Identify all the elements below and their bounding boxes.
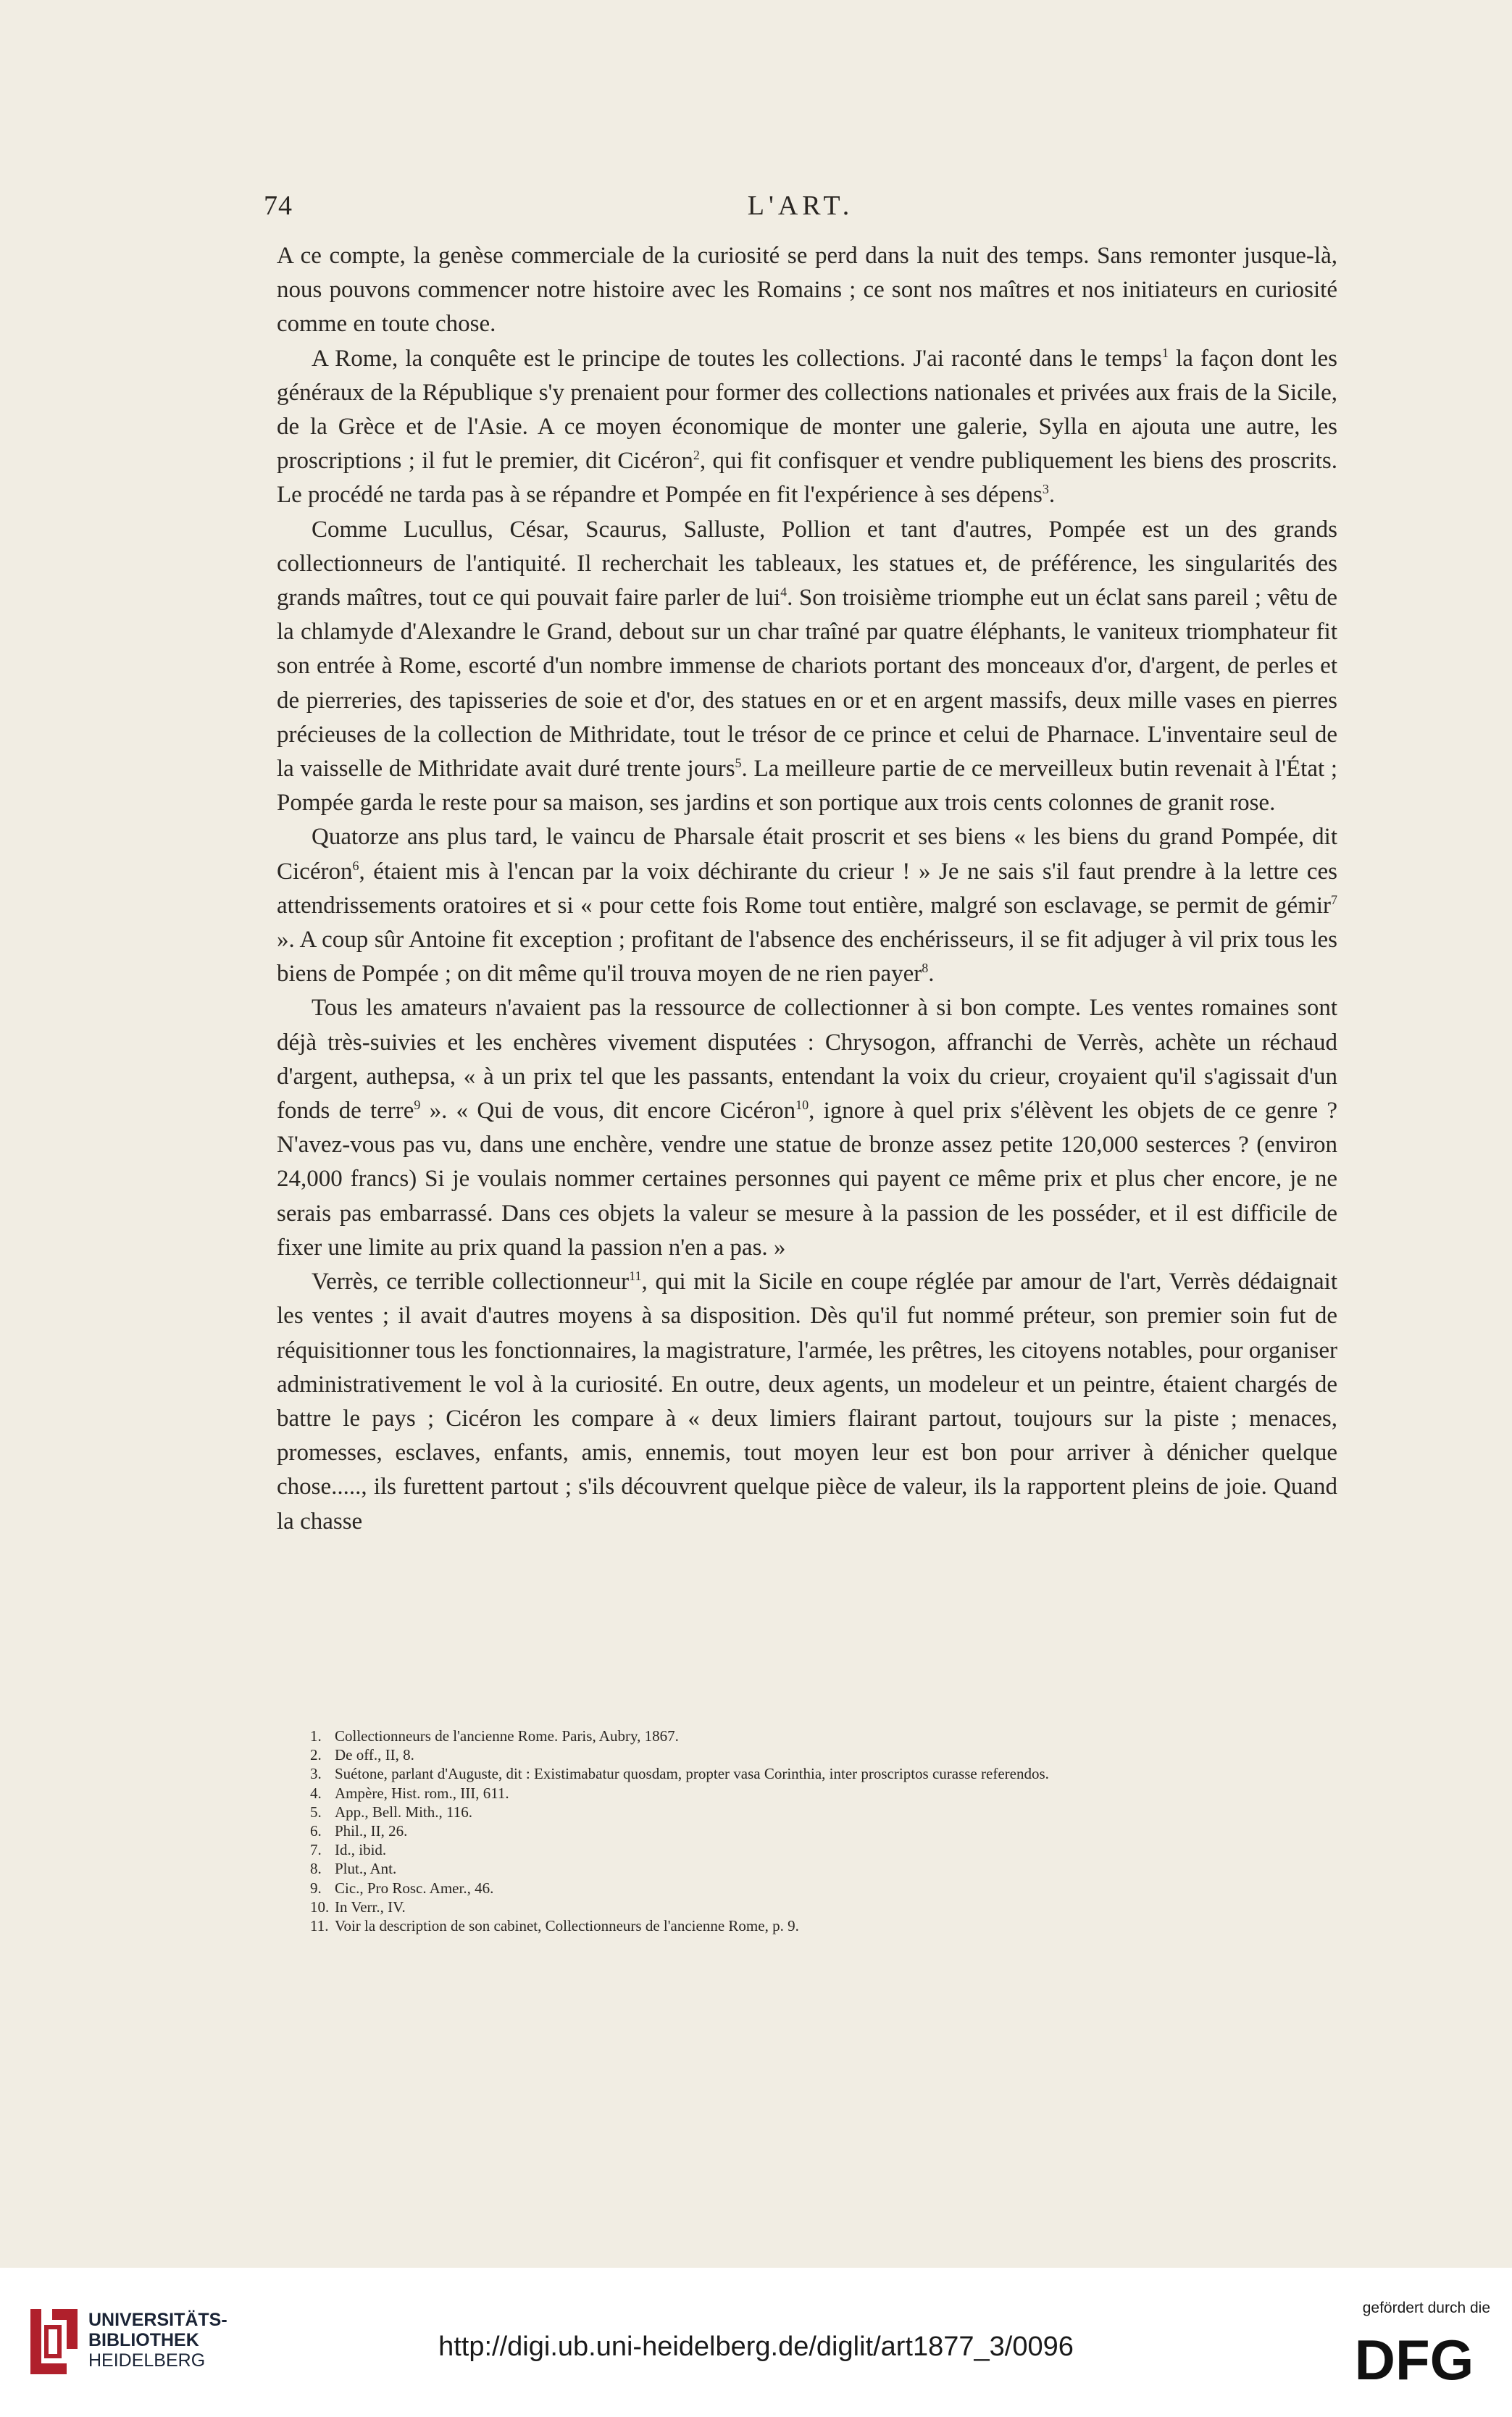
paragraph-text: ». « Qui de vous, dit encore Cicéron — [420, 1098, 796, 1124]
page-number: 74 — [264, 191, 293, 221]
footnote-number: 7. — [310, 1841, 322, 1859]
paragraph — [277, 991, 1337, 1265]
paragraph-text: Tous les amateurs n'avaient pas la ressource de collectionner à si bon compte. Les ventes romaines sont déjà très-suivies et les enchères vivement disputées : Chrysogon, affranchi de Verrès, achète un réchaud d'argent, authepsa, « à un prix tel que les passants, entendant la voix du crieur, croyaient qu'il s'agissait d'un fonds de terre — [277, 995, 1337, 1124]
footnote-ref: 2 — [693, 448, 700, 463]
institution-line-3: HEIDELBERG — [88, 2350, 206, 2371]
footnote — [310, 1879, 1339, 1898]
footnote-text: Cic., Pro Rosc. Amer., 46. — [335, 1879, 494, 1897]
footnote-number: 9. — [310, 1879, 322, 1897]
footnote-number: 5. — [310, 1803, 322, 1821]
body-text — [277, 239, 1337, 1539]
footnote-ref: 3 — [1042, 482, 1049, 497]
footnote-number: 6. — [310, 1822, 322, 1840]
footnote-ref: 4 — [780, 585, 788, 600]
paragraph-text: . — [1048, 482, 1056, 509]
footnote — [310, 1764, 1339, 1783]
paragraph — [277, 820, 1337, 991]
footnote-text: Plut., Ant. — [335, 1860, 397, 1878]
institution-line-1: UNIVERSITÄTS- — [88, 2310, 227, 2330]
footnote-ref: 10 — [795, 1098, 809, 1113]
footnote-ref: 9 — [414, 1098, 421, 1113]
paragraph — [277, 342, 1337, 513]
paragraph-text: Comme Lucullus, César, Scaurus, Salluste, Pollion et tant d'autres, Pompée est un des grands collectionneurs de l'antiquité. Il recherchait les tableaux, les statues et, de préférence, les singularités des grands maîtres, tout ce qui pouvait faire parler de lui — [277, 516, 1337, 611]
footnote-text: In Verr., IV. — [335, 1898, 406, 1916]
footnote — [310, 1784, 1339, 1803]
footnote-ref: 1 — [1161, 345, 1169, 360]
paragraph-text: la façon dont les généraux de la République s'y prenaient pour former des collections nationales et privées aux frais de la Sicile, de la Grèce et de l'Asie. A ce moyen économique de monter une galerie, Sylla en ajouta une autre, les proscriptions ; il fut le premier, dit Cicéron — [277, 345, 1337, 475]
footnote-text: De off., II, 8. — [335, 1746, 414, 1764]
paragraph-text: A Rome, la conquête est le principe de toutes les collections. J'ai raconté dans le temps — [312, 345, 1162, 372]
footnote-text: Ampère, Hist. rom., III, 611. — [335, 1784, 509, 1802]
footnotes — [310, 1727, 1339, 1935]
footnote — [310, 1840, 1339, 1859]
paragraph-text: ». A coup sûr Antoine fit exception ; profitant de l'absence des enchérisseurs, il se fit adjuger à vil prix tous les biens de Pompée ; on dit même qu'il trouva moyen de ne rien payer — [277, 927, 1337, 988]
footnote-ref: 5 — [735, 756, 742, 771]
footnote-number: 3. — [310, 1765, 322, 1783]
paragraph-text: A ce compte, la genèse commerciale de la curiosité se perd dans la nuit des temps. Sans remonter jusque-là, nous pouvons commencer notre histoire avec les Romains ; ce sont nos maîtres et nos initiateurs en curiosité comme en toute chose. — [277, 243, 1337, 338]
dfg-logo-icon — [1338, 2330, 1490, 2387]
paragraph-text: , étaient mis à l'encan par la voix déchirante du crieur ! » Je ne sais s'il faut prendre à la lettre ces attendrissements oratoires et si « pour cette fois Rome tout entière, malgré son esclavage, se permit de gémir — [277, 858, 1337, 919]
footnote-ref: 6 — [352, 858, 359, 873]
page-header — [264, 190, 1337, 230]
footnote-text: Voir la description de son cabinet, Collectionneurs de l'ancienne Rome, p. 9. — [335, 1917, 799, 1935]
footnote-number: 4. — [310, 1784, 322, 1802]
footnote-text: Phil., II, 26. — [335, 1822, 408, 1840]
footnote — [310, 1803, 1339, 1821]
paragraph-text: . Son troisième triomphe eut un éclat sans pareil ; vêtu de la chlamyde d'Alexandre le Grand, debout sur un char traîné par quatre éléphants, le vaniteux triomphateur fit son entrée à Rome, escorté d'un nombre immense de chariots portant des monceaux d'or, d'argent, de perles et de pierreries, des tapisseries de soie et d'or, des statues en or et en argent massifs, deux mille vases en pierres précieuses de la collection de Mithridate, tout le trésor de ce prince et celui de Pharnace. L'inventaire seul de la vaisselle de Mithridate avait duré trente jours — [277, 585, 1337, 782]
footnote-text: Collectionneurs de l'ancienne Rome. Paris, Aubry, 1867. — [335, 1727, 679, 1745]
footnote-number: 8. — [310, 1860, 322, 1878]
paragraph-text: , qui mit la Sicile en coupe réglée par amour de l'art, Verrès dédaignait les ventes ; il avait d'autres moyens à sa disposition. Dès qu'il fut nommé préteur, son premier soin fut de réquisitionner tous les fonctionnaires, la magistrature, l'armée, les prêtres, les citoyens notables, pour organiser administrativement le vol à la curiosité. En outre, deux agents, un modeleur et un peintre, étaient chargés de battre le pays ; Cicéron les compare à « deux limiers flairant partout, toujours sur la piste ; menaces, promesses, esclaves, enfants, amis, ennemis, tout moyen leur est bon pour arriver à dénicher quelque chose....., ils furettent partout ; s'ils découvrent quelque pièce de valeur, ils la rapportent pleins de joie. Quand la chasse — [277, 1269, 1337, 1535]
footnote — [310, 1859, 1339, 1878]
permalink-url[interactable]: http://digi.ub.uni-heidelberg.de/diglit/art1877_3/0096 — [438, 2332, 1074, 2362]
footnote-number: 2. — [310, 1746, 322, 1764]
footnote-number: 1. — [310, 1727, 322, 1745]
footnote — [310, 1916, 1339, 1935]
footnote-number: 10. — [310, 1898, 330, 1916]
paragraph-text: Quatorze ans plus tard, le vaincu de Pharsale était proscrit et ses biens « les biens du grand Pompée, dit Cicéron — [277, 824, 1337, 885]
dfg-logo-text: DFG — [1354, 2330, 1474, 2387]
running-title: L'ART. — [747, 191, 854, 221]
paragraph-text: . La meilleure partie de ce merveilleux butin revenait à l'État ; Pompée garda le reste pour sa maison, ses jardins et son portique aux trois cents colonnes de granit rose. — [277, 756, 1338, 817]
footnote — [310, 1821, 1339, 1840]
paragraph-text: , qui fit confisquer et vendre publiquement les biens des proscrits. Le procédé ne tarda pas à se répandre et Pompée en fit l'expérience à ses dépens — [277, 448, 1337, 509]
footnote-text: Id., ibid. — [335, 1841, 387, 1859]
paragraph-text: , ignore à quel prix s'élèvent les objets de ce genre ? N'avez-vous pas vu, dans une enchère, vendre une statue de bronze assez petite 120,000 sesterces ? (environ 24,000 francs) Si je voulais nommer certaines personnes qui payent ce même prix et plus cher encore, je ne serais pas embarrassé. Dans ces objets la valeur se mesure à la passion de les posséder, et il est difficile de fixer une limite au prix quand la passion n'en a pas. » — [277, 1098, 1337, 1261]
footnote-ref: 7 — [1331, 892, 1337, 907]
institution-line-2: BIBLIOTHEK — [88, 2330, 199, 2350]
paragraph — [277, 513, 1337, 821]
footnote-ref: 8 — [922, 961, 929, 976]
paragraph-text: . — [928, 961, 935, 988]
paragraph-text: Verrès, ce terrible collectionneur — [312, 1269, 630, 1295]
footnote — [310, 1727, 1339, 1745]
footnote-text: App., Bell. Mith., 116. — [335, 1803, 472, 1821]
footnote-text: Suétone, parlant d'Auguste, dit : Existimabatur quosdam, propter vasa Corinthia, inter proscriptos curasse referendos. — [335, 1765, 1049, 1783]
footnote-number: 11. — [310, 1917, 329, 1935]
footnote — [310, 1898, 1339, 1916]
viewer-footer — [0, 2268, 1512, 2417]
paragraph — [277, 239, 1337, 342]
paragraph — [277, 1265, 1337, 1539]
funder-label: gefördert durch die — [1362, 2300, 1490, 2316]
footnote — [310, 1745, 1339, 1764]
footnote-ref: 11 — [629, 1269, 642, 1284]
